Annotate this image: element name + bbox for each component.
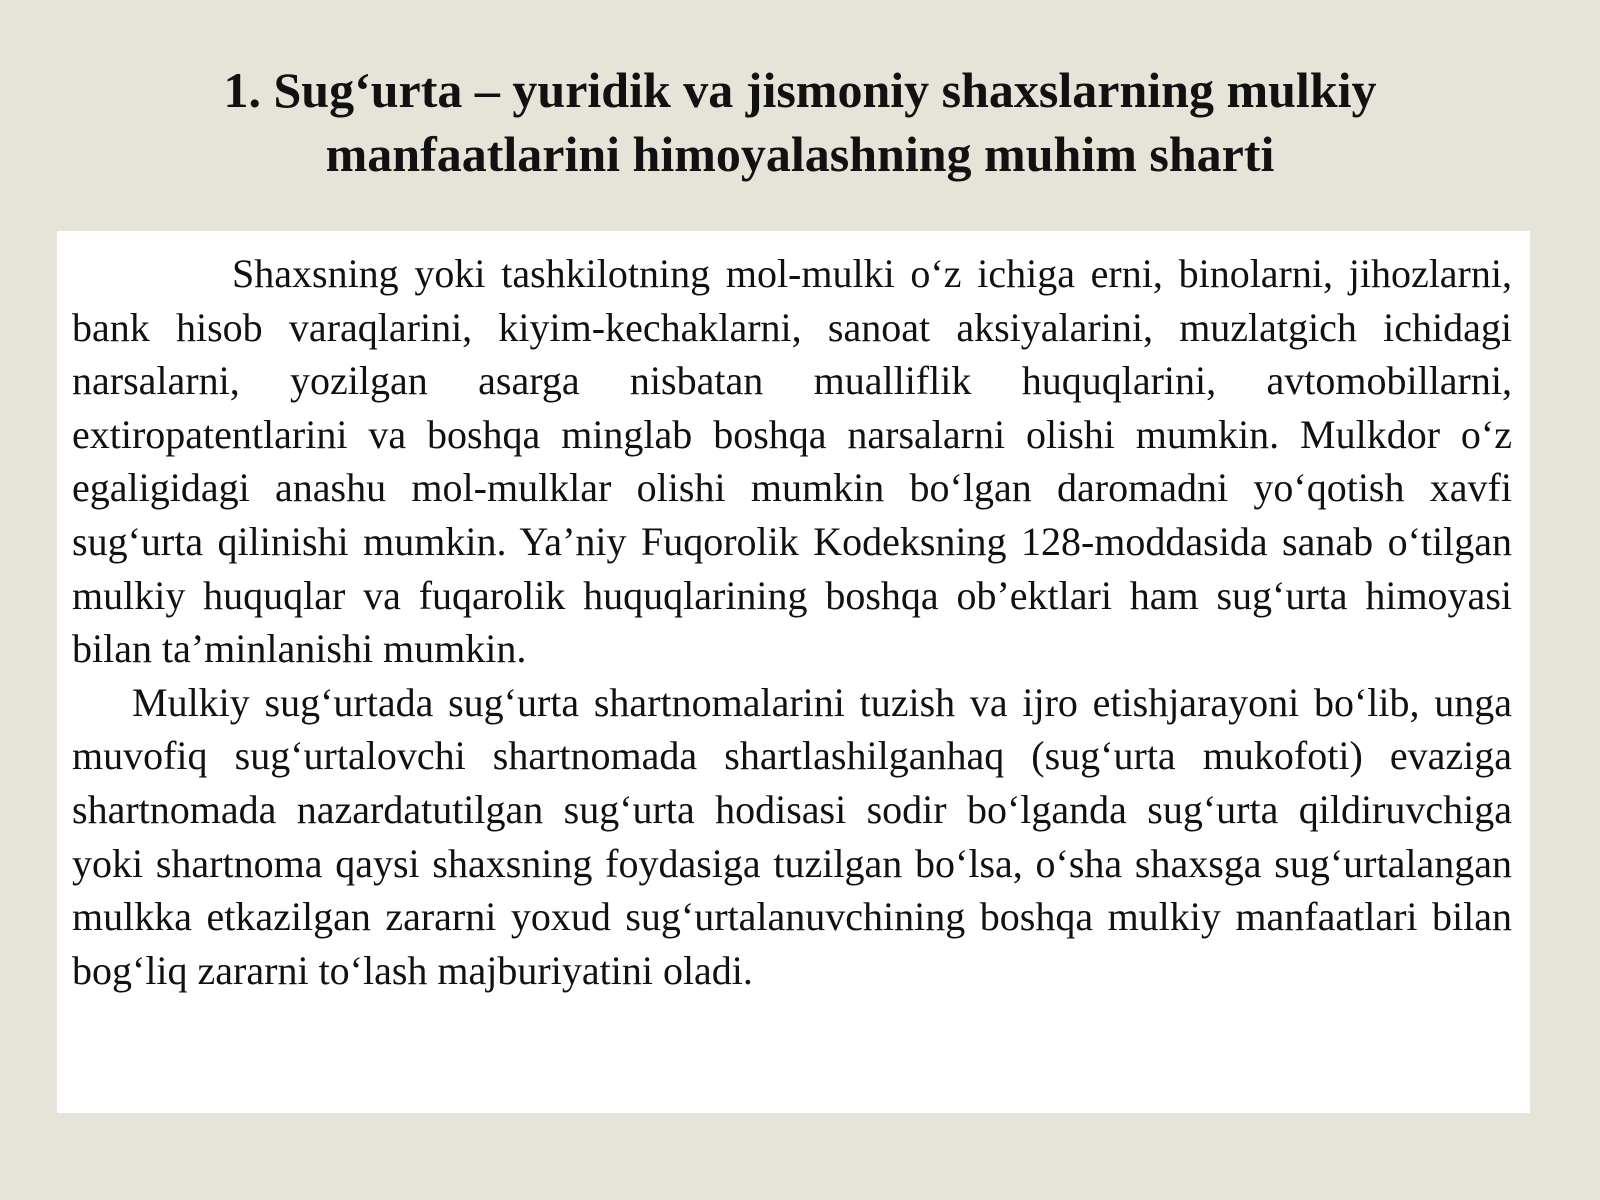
body-paragraph-1: Shaxsning yoki tashkilotning mol-mulki o‘z ichiga erni, binolarni, jihozlarni, bank hisob varaqlarini, kiyim-kechaklarni, sanoat aksiyalarini, muzlatgich ichidagi narsalarni, yozilgan asarga nisbatan mualliflik huquqlarini, avtomobillarni, extiropatentlarini va boshqa minglab boshqa narsalarni olishi mumkin. Mulkdor o‘z egaligidagi anashu mol-mulklar olishi mumkin bo‘lgan daromadni yo‘qotish xavfi sug‘urta qilinishi mumkin. Ya’niy Fuqorolik Kodeksning 128-moddasida sanab o‘tilgan mulkiy huquqlar va fuqarolik huquqlarining boshqa ob’ektlari ham sug‘urta himoyasi bilan ta’minlanishi mumkin. (72, 251, 1512, 672)
slide-title (80, 58, 1520, 186)
body-paragraph-2: Mulkiy sug‘urtada sug‘urta shartnomalarini tuzish va ijro etishjarayoni bo‘lib, unga muvofiq sug‘urtalovchi shartnomada shartlashilganhaq (sug‘urta mukofoti) evaziga shartnomada nazardatutilgan sug‘urta hodisasi sodir bo‘lganda sug‘urta qildiruvchiga yoki shartnoma qaysi shaxsning foydasiga tuzilgan bo‘lsa, o‘sha shaxsga sug‘urtalangan mulkka etkazilgan zararni yoxud sug‘urtalanuvchining boshqa mulkiy manfaatlari bilan bog‘liq zararni to‘lash majburiyatini oladi. (72, 679, 1512, 993)
slide-title-line-1: 1. Sug‘urta – yuridik va jismoniy shaxslarning mulkiy (223, 62, 1377, 118)
content-box (57, 231, 1530, 1113)
slide-title-line-2: manfaatlarini himoyalashning muhim sharti (325, 126, 1275, 182)
